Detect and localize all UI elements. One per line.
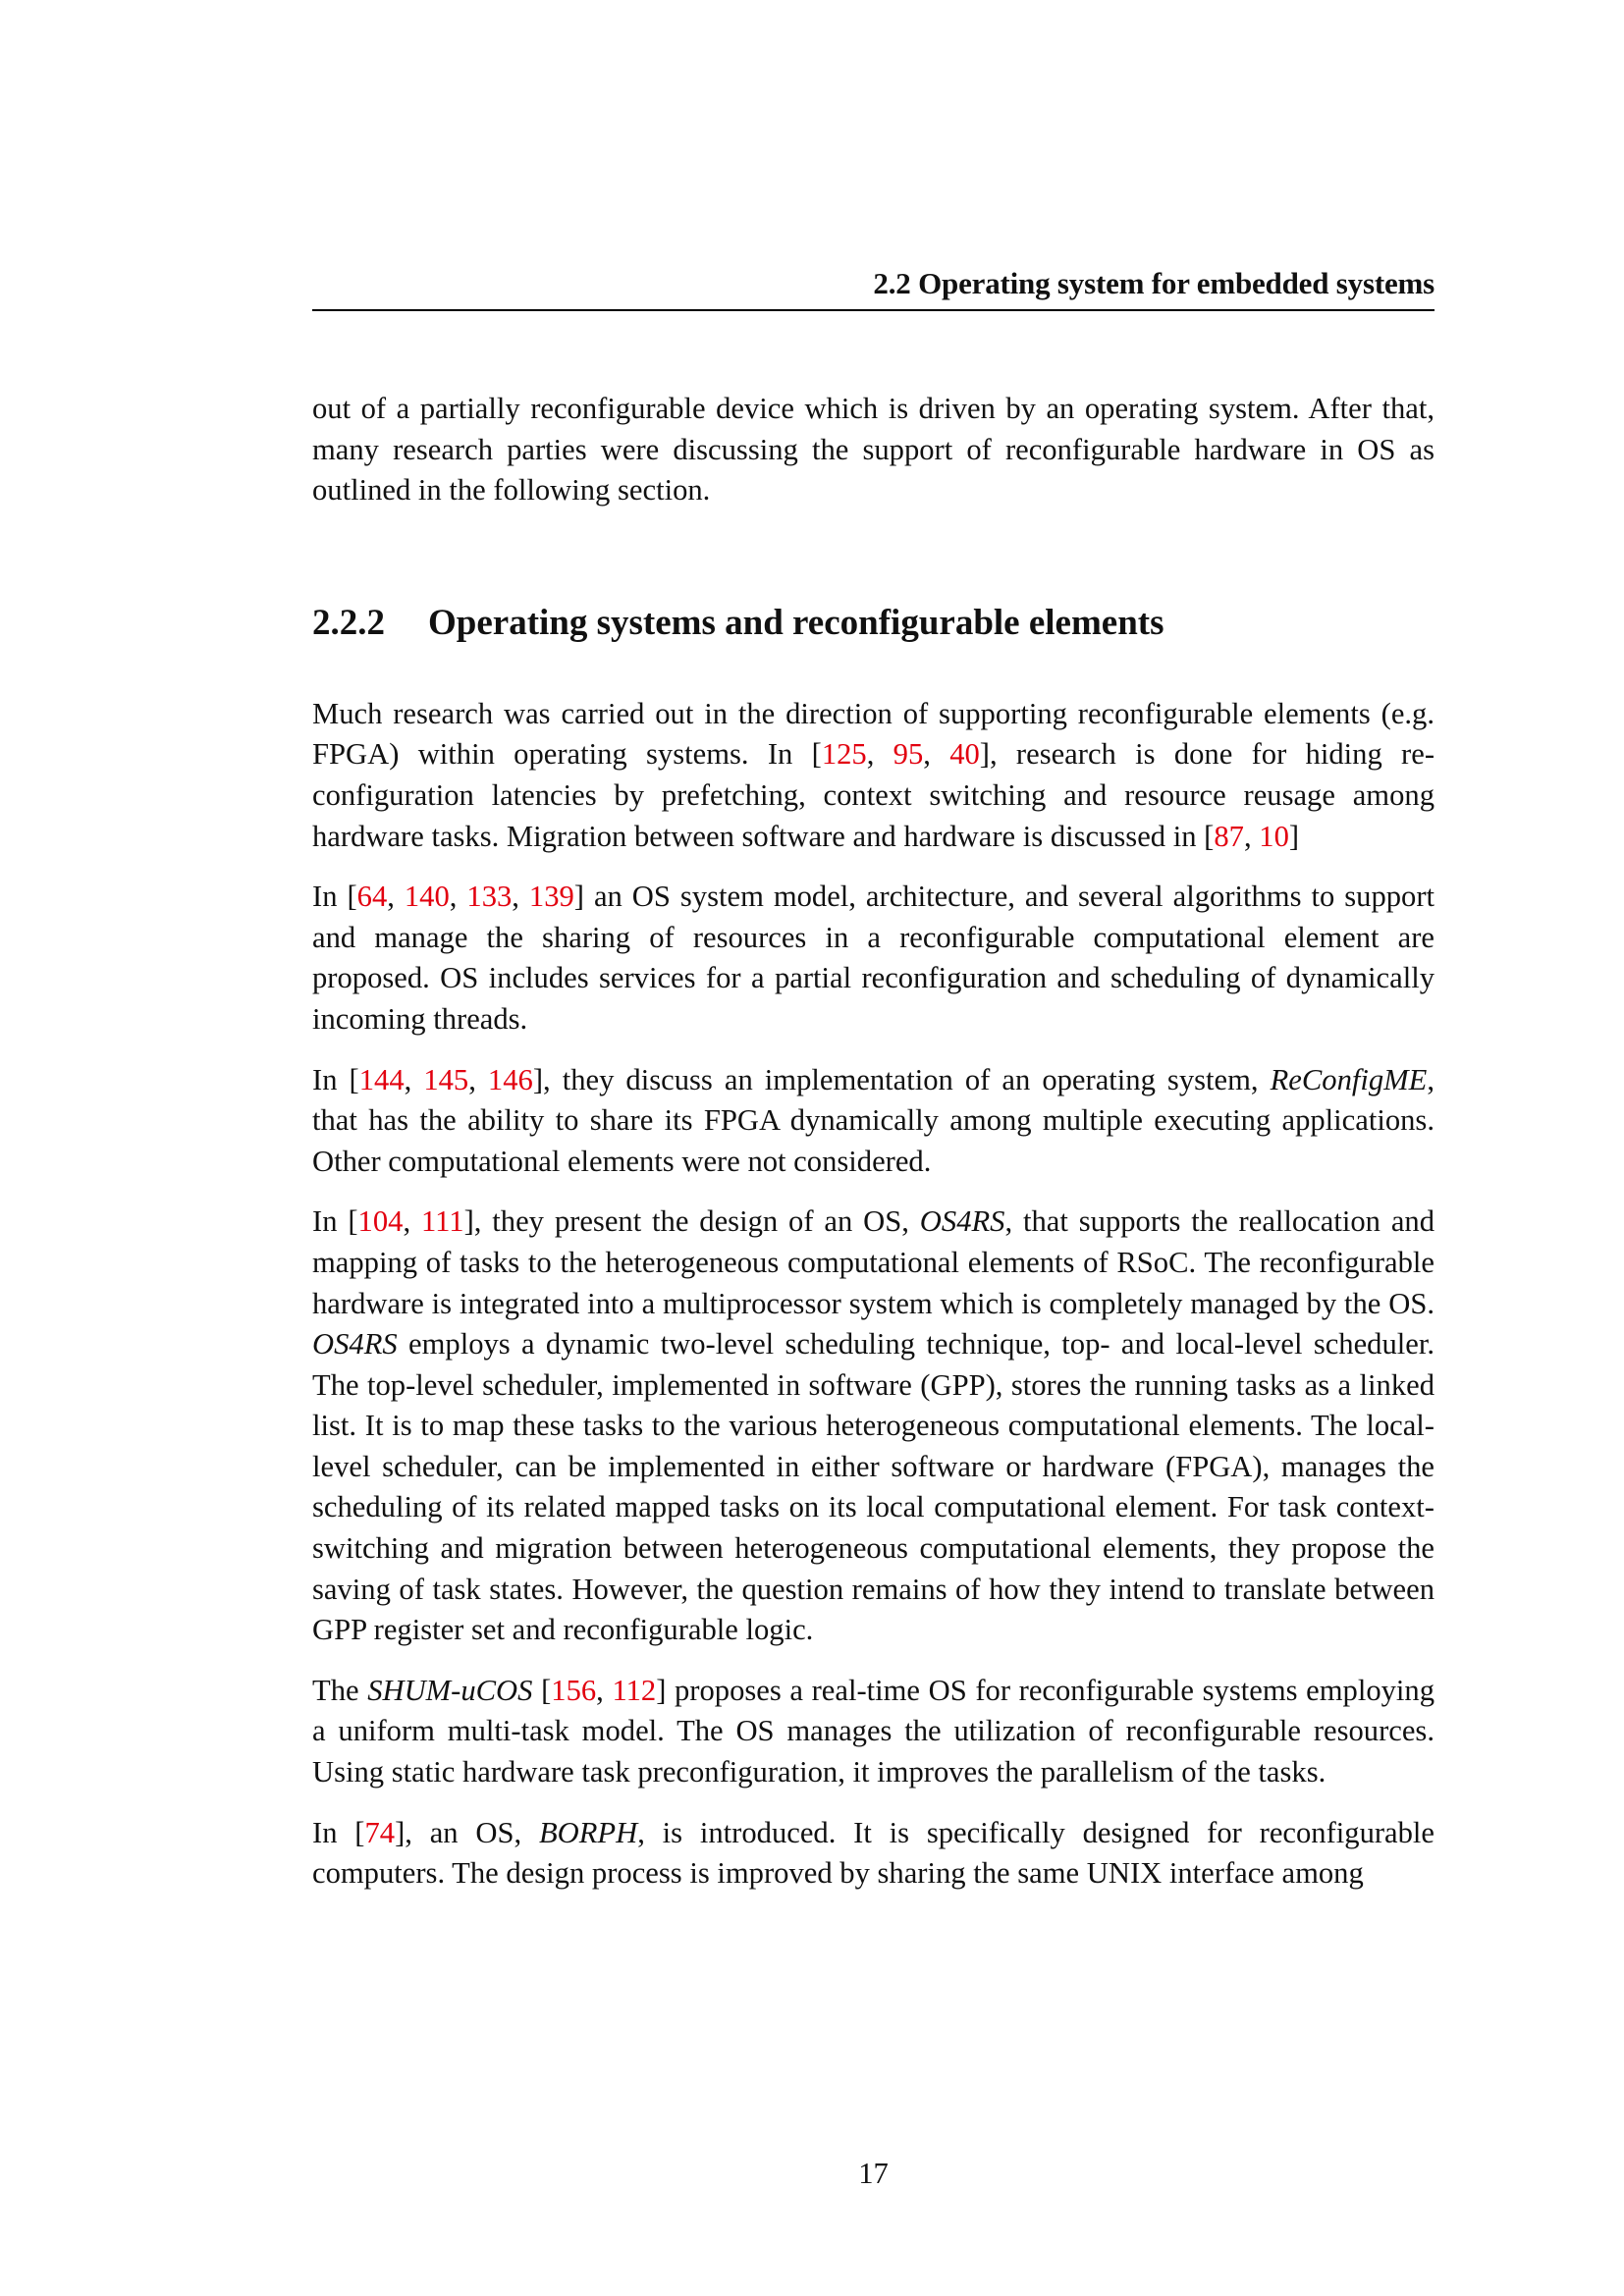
text-run: In [ (312, 1815, 365, 1849)
system-name: SHUM-uCOS (367, 1673, 533, 1707)
citation-link[interactable]: 10 (1259, 819, 1289, 853)
text-run: In [ (312, 1204, 358, 1239)
text-run: In [ (312, 1062, 359, 1096)
text-run: , (923, 737, 950, 772)
citation-link[interactable]: 156 (551, 1673, 597, 1707)
text-run: , that supports the reallocation and mapping of tasks to the heterogeneous computational elements of RSoC. The reconfigurable hardware is integrated into a multiprocessor system which is completely managed by the OS. (312, 1204, 1435, 1320)
text-run: , (404, 1062, 424, 1096)
system-name: BORPH (538, 1815, 638, 1849)
text-run: , (596, 1673, 613, 1707)
text-run: , (403, 1204, 421, 1239)
text-run: ], an OS, (395, 1815, 539, 1849)
paragraph-shum-ucos (312, 1671, 1435, 1793)
body-text (312, 389, 1435, 1914)
citation-link[interactable]: 87 (1214, 819, 1244, 853)
text-run: , (1243, 819, 1260, 853)
citation-link[interactable]: 139 (528, 880, 574, 914)
paragraph-os4rs (312, 1201, 1435, 1651)
text-run: , is introduced. It is specifically designed for reconfigurable computers. The design process is improved by sharing the same UNIX interface among (312, 1815, 1435, 1891)
text-run: employs a dynamic two-level scheduling technique, top- and local-level scheduler. The top-level scheduler, implemented in software (GPP), stores the running tasks as a linked list. It is to map these tasks to the various heterogeneous computational elements. The local-level scheduler, can be implemented in either software or hardware (FPGA), manages the scheduling of its related mapped tasks on its local computational element. For task context-switching and migration between heterogeneous computational elements, they propose the saving of task states. However, the question remains of how they intend to translate between GPP register set and reconfigurable logic. (312, 1327, 1435, 1647)
paragraph-reconfig-research (312, 694, 1435, 857)
text-run: , (449, 880, 467, 914)
text-run: , (468, 1062, 488, 1096)
citation-link[interactable]: 144 (358, 1062, 405, 1096)
section-number: 2.2.2 (312, 602, 385, 643)
citation-link[interactable]: 145 (423, 1062, 469, 1096)
citation-link[interactable]: 146 (487, 1062, 533, 1096)
text-run: Much research was carried out in the direction of supporting reconfigurable elements (e.g. FPGA) within operating systems. In [ (312, 696, 1435, 772)
running-header: 2.2 Operating system for embedded systems (873, 266, 1435, 300)
citation-link[interactable]: 64 (356, 880, 388, 914)
citation-link[interactable]: 74 (364, 1815, 396, 1849)
text-run: [ (532, 1673, 552, 1707)
paragraph-os-system-model (312, 877, 1435, 1040)
citation-link[interactable]: 133 (466, 880, 513, 914)
paragraph-borph (312, 1813, 1435, 1895)
text-run: ], research is done for hiding reconfiguration latencies by prefetching, context switching and resource reusage among hardware tasks. Migration between software and hardware is discussed in [ (312, 737, 1435, 853)
text-run: , (866, 737, 893, 772)
citation-link[interactable]: 104 (357, 1204, 404, 1239)
citation-link[interactable]: 111 (420, 1204, 464, 1239)
text-run: , (387, 880, 405, 914)
header-rule (312, 309, 1435, 311)
page-number: 17 (858, 2157, 889, 2190)
section-heading (312, 602, 1435, 645)
section-title: Operating systems and reconfigurable elements (428, 602, 1164, 643)
text-run: ], they discuss an implementation of an operating system, (532, 1062, 1271, 1096)
paragraph-reconfigme (312, 1060, 1435, 1183)
text-run: In [ (312, 880, 357, 914)
citation-link[interactable]: 125 (821, 737, 867, 772)
intro-paragraph: out of a partially reconfigurable device which is driven by an operating system. After that, many research parties were discussing the support of reconfigurable hardware in OS as outlined in the following section. (312, 392, 1435, 507)
text-run: ], they present the design of an OS, (463, 1204, 920, 1239)
system-name: OS4RS (312, 1327, 398, 1362)
text-run: ] (1288, 819, 1300, 853)
citation-link[interactable]: 140 (404, 880, 450, 914)
citation-link[interactable]: 95 (893, 737, 924, 772)
citation-link[interactable]: 40 (949, 737, 980, 772)
citation-link[interactable]: 112 (612, 1673, 657, 1707)
system-name: ReConfigME (1270, 1062, 1428, 1096)
text-run: , that has the ability to share its FPGA dynamically among multiple executing applications. Other computational elements were not considered. (312, 1062, 1435, 1178)
text-run: ] proposes a real-time OS for reconfigurable systems employing a uniform multi-task model. The OS manages the utilization of reconfigurable resources. Using static hardware task preconfiguration, it improves the parallelism of the tasks. (312, 1673, 1435, 1789)
text-run: , (512, 880, 529, 914)
text-run: The (312, 1673, 368, 1707)
system-name: OS4RS (919, 1204, 1005, 1239)
text-run: ] an OS system model, architecture, and several algorithms to support and manage the sharing of resources in a reconfigurable computational element are proposed. OS includes services for a partial reconfiguration and scheduling of dynamically incoming threads. (312, 880, 1435, 1036)
